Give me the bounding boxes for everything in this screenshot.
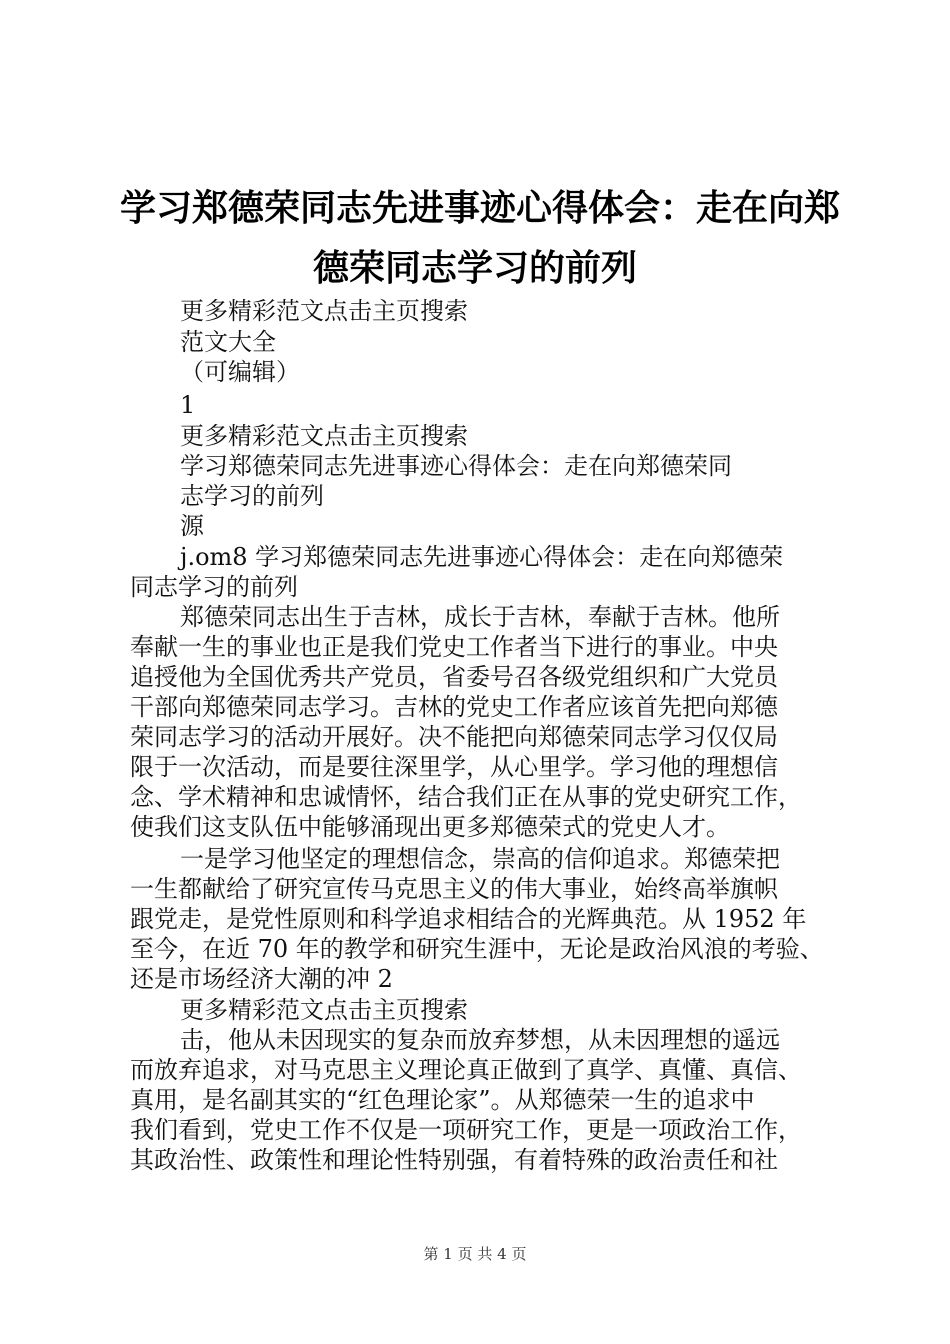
paragraph-line: 其政治性、政策性和理论性特别强，有着特殊的政治责任和社	[130, 1146, 778, 1174]
source-label: 源	[180, 512, 204, 540]
more-essays-link[interactable]: 更多精彩范文点击主页搜索	[180, 297, 468, 325]
paragraph-line: 同志学习的前列	[130, 573, 298, 601]
subtitle-line-2: 志学习的前列	[180, 482, 324, 510]
paragraph-line: 击，他从未因现实的复杂而放弃梦想，从未因理想的遥远	[180, 1026, 780, 1054]
document-title-line-2: 德荣同志学习的前列	[312, 248, 637, 289]
document-title-line-1: 学习郑德荣同志先进事迹心得体会：走在向郑	[120, 188, 841, 229]
paragraph-line: 一是学习他坚定的理想信念，崇高的信仰追求。郑德荣把	[180, 845, 780, 873]
more-essays-link[interactable]: 更多精彩范文点击主页搜索	[180, 996, 468, 1024]
collection-label: 范文大全	[180, 328, 276, 356]
paragraph-line: 使我们这支队伍中能够涌现出更多郑德荣式的党史人才。	[130, 813, 730, 841]
paragraph-line: 跟党走，是党性原则和科学追求相结合的光辉典范。从 1952 年	[130, 905, 807, 933]
paragraph-line: 我们看到，党史工作不仅是一项研究工作，更是一项政治工作，	[130, 1116, 802, 1144]
paragraph-line: 奉献一生的事业也正是我们党史工作者当下进行的事业。中央	[130, 633, 778, 661]
paragraph-line: 追授他为全国优秀共产党员，省委号召各级党组织和广大党员	[130, 663, 778, 691]
paragraph-line: 限于一次活动，而是要往深里学，从心里学。学习他的理想信	[130, 753, 778, 781]
editable-label: （可编辑）	[180, 358, 300, 386]
paragraph-line: 念、学术精神和忠诚情怀，结合我们正在从事的党史研究工作，	[130, 783, 802, 811]
paragraph-line: 还是市场经济大潮的冲 2	[130, 965, 393, 993]
paragraph-line: 荣同志学习的活动开展好。决不能把向郑德荣同志学习仅仅局	[130, 723, 778, 751]
paragraph-line: 干部向郑德荣同志学习。吉林的党史工作者应该首先把向郑德	[130, 693, 778, 721]
more-essays-link[interactable]: 更多精彩范文点击主页搜索	[180, 422, 468, 450]
paragraph-line: 郑德荣同志出生于吉林，成长于吉林，奉献于吉林。他所	[180, 603, 780, 631]
page-footer: 第 1 页 共 4 页	[423, 1245, 527, 1263]
paragraph-line: 至今，在近 70 年的教学和研究生涯中，无论是政治风浪的考验、	[130, 935, 824, 963]
inline-page-number: 1	[180, 391, 196, 419]
paragraph-line: 而放弃追求，对马克思主义理论真正做到了真学、真懂、真信、	[130, 1056, 802, 1084]
paragraph-line: 真用，是名副其实的“红色理论家”。从郑德荣一生的追求中	[130, 1086, 755, 1114]
subtitle-line-1: 学习郑德荣同志先进事迹心得体会：走在向郑德荣同	[180, 452, 732, 480]
paragraph-line: 一生都献给了研究宣传马克思主义的伟大事业，始终高举旗帜	[130, 875, 778, 903]
paragraph-line: j.om8 学习郑德荣同志先进事迹心得体会：走在向郑德荣	[180, 543, 784, 571]
